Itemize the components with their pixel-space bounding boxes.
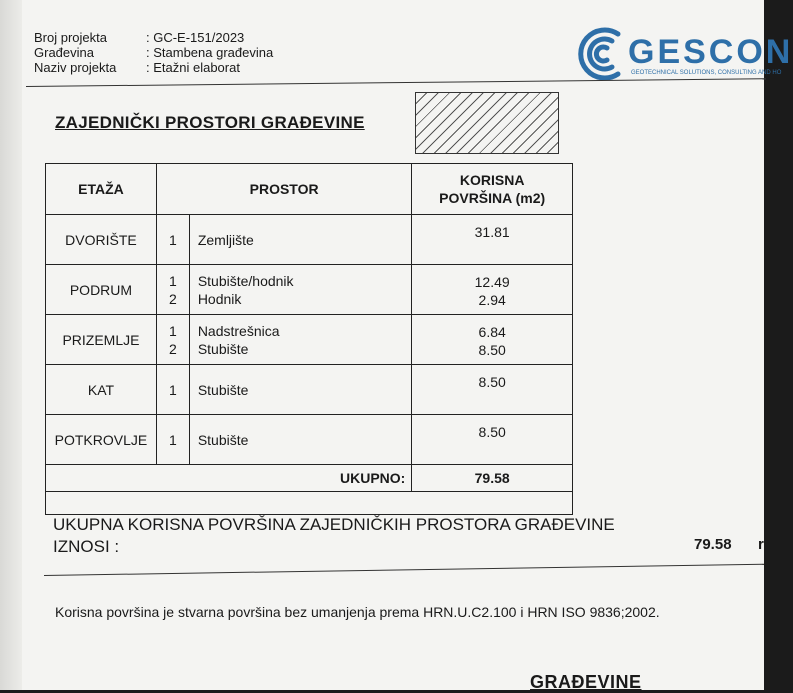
project-header	[34, 30, 273, 75]
hatch-legend-swatch	[415, 92, 559, 154]
table-row	[46, 365, 573, 415]
space-areas	[412, 265, 573, 315]
summary-unit-cut: r	[758, 536, 764, 553]
space-areas	[412, 215, 573, 265]
space-numbers	[156, 365, 189, 415]
total-label: UKUPNO:	[46, 465, 412, 492]
space-numbers	[156, 315, 189, 365]
next-section-title-partial: GRAĐEVINE	[530, 672, 642, 692]
space-areas	[412, 415, 573, 465]
space-name: Stubište/hodnik	[197, 272, 294, 289]
header-label: Broj projekta	[34, 30, 107, 45]
table-spacer-cell	[46, 492, 573, 515]
space-name: Stubište	[197, 431, 249, 448]
header-label: Građevina	[34, 45, 94, 60]
space-numbers	[156, 415, 189, 465]
table-row	[46, 415, 573, 465]
logo-tagline: GEOTECHNICAL SOLUTIONS, CONSULTING AND HO	[631, 70, 782, 76]
column-header-etaza: ETAŽA	[46, 164, 157, 215]
floor-name: PODRUM	[46, 265, 157, 315]
summary-total-value: 79.58	[694, 536, 732, 553]
space-number: 2	[168, 340, 177, 357]
space-name: Zemljište	[197, 231, 254, 248]
space-number: 1	[168, 322, 177, 339]
section-title: ZAJEDNIČKI PROSTORI GRAĐEVINE	[55, 113, 365, 132]
table-spacer-row	[46, 492, 573, 515]
common-areas-table	[45, 163, 573, 515]
header-value: : Etažni elaborat	[146, 60, 240, 75]
header-row-project-number	[34, 30, 273, 45]
floor-name: PRIZEMLJE	[46, 315, 157, 365]
header-row-building	[34, 45, 273, 60]
header-value: : Stambena građevina	[146, 45, 274, 60]
space-numbers	[156, 265, 189, 315]
space-names	[189, 265, 412, 315]
space-area: 12.49	[474, 274, 510, 290]
space-name: Stubište	[197, 381, 249, 398]
column-header-area	[412, 164, 573, 215]
floor-name: KAT	[46, 365, 157, 415]
space-name: Nadstrešnica	[197, 322, 280, 339]
space-areas	[412, 315, 573, 365]
space-area: 8.50	[478, 424, 506, 440]
space-names	[189, 315, 412, 365]
standards-note: Korisna površina je stvarna površina bez umanjenja prema HRN.U.C2.100 i HRN ISO 9836;2002.	[55, 604, 660, 620]
header-row-project-name	[34, 60, 273, 75]
header-label: Naziv projekta	[34, 60, 117, 75]
summary-underline	[44, 564, 764, 576]
header-divider	[26, 78, 766, 87]
space-numbers	[156, 215, 189, 265]
paper-shadow-edge	[0, 0, 22, 690]
space-area: 8.50	[478, 342, 506, 358]
space-area: 31.81	[474, 224, 510, 240]
table-row	[46, 265, 573, 315]
floor-name: POTKROVLJE	[46, 415, 157, 465]
table-row	[46, 215, 573, 265]
summary-line1: UKUPNA KORISNA POVRŠINA ZAJEDNIČKIH PROSTORA GRAĐEVINE	[53, 515, 615, 534]
space-area: 6.84	[478, 324, 506, 340]
space-number: 1	[168, 431, 177, 448]
table-header-row	[46, 164, 573, 215]
space-names	[189, 215, 412, 265]
space-names	[189, 415, 412, 465]
space-area: 8.50	[478, 374, 506, 390]
summary-statement	[53, 514, 615, 558]
space-name: Hodnik	[197, 290, 242, 307]
space-name: Stubište	[197, 340, 249, 357]
space-number: 2	[168, 290, 177, 307]
space-areas	[412, 365, 573, 415]
table-row	[46, 315, 573, 365]
space-number: 1	[168, 231, 177, 248]
header-value: : GC-E-151/2023	[146, 30, 245, 45]
space-area: 2.94	[478, 292, 506, 308]
space-names	[189, 365, 412, 415]
floor-name: DVORIŠTE	[46, 215, 157, 265]
column-header-area-line2: POVRŠINA (m2)	[439, 190, 546, 206]
table-total-row	[46, 465, 573, 492]
column-header-prostor: PROSTOR	[156, 164, 411, 215]
total-value: 79.58	[412, 465, 573, 492]
summary-line2: IZNOSI :	[53, 537, 120, 556]
logo-wordmark: GESCON	[628, 33, 793, 71]
space-number: 1	[168, 381, 177, 398]
column-header-area-line1: KORISNA	[459, 172, 525, 188]
space-number: 1	[168, 272, 177, 289]
